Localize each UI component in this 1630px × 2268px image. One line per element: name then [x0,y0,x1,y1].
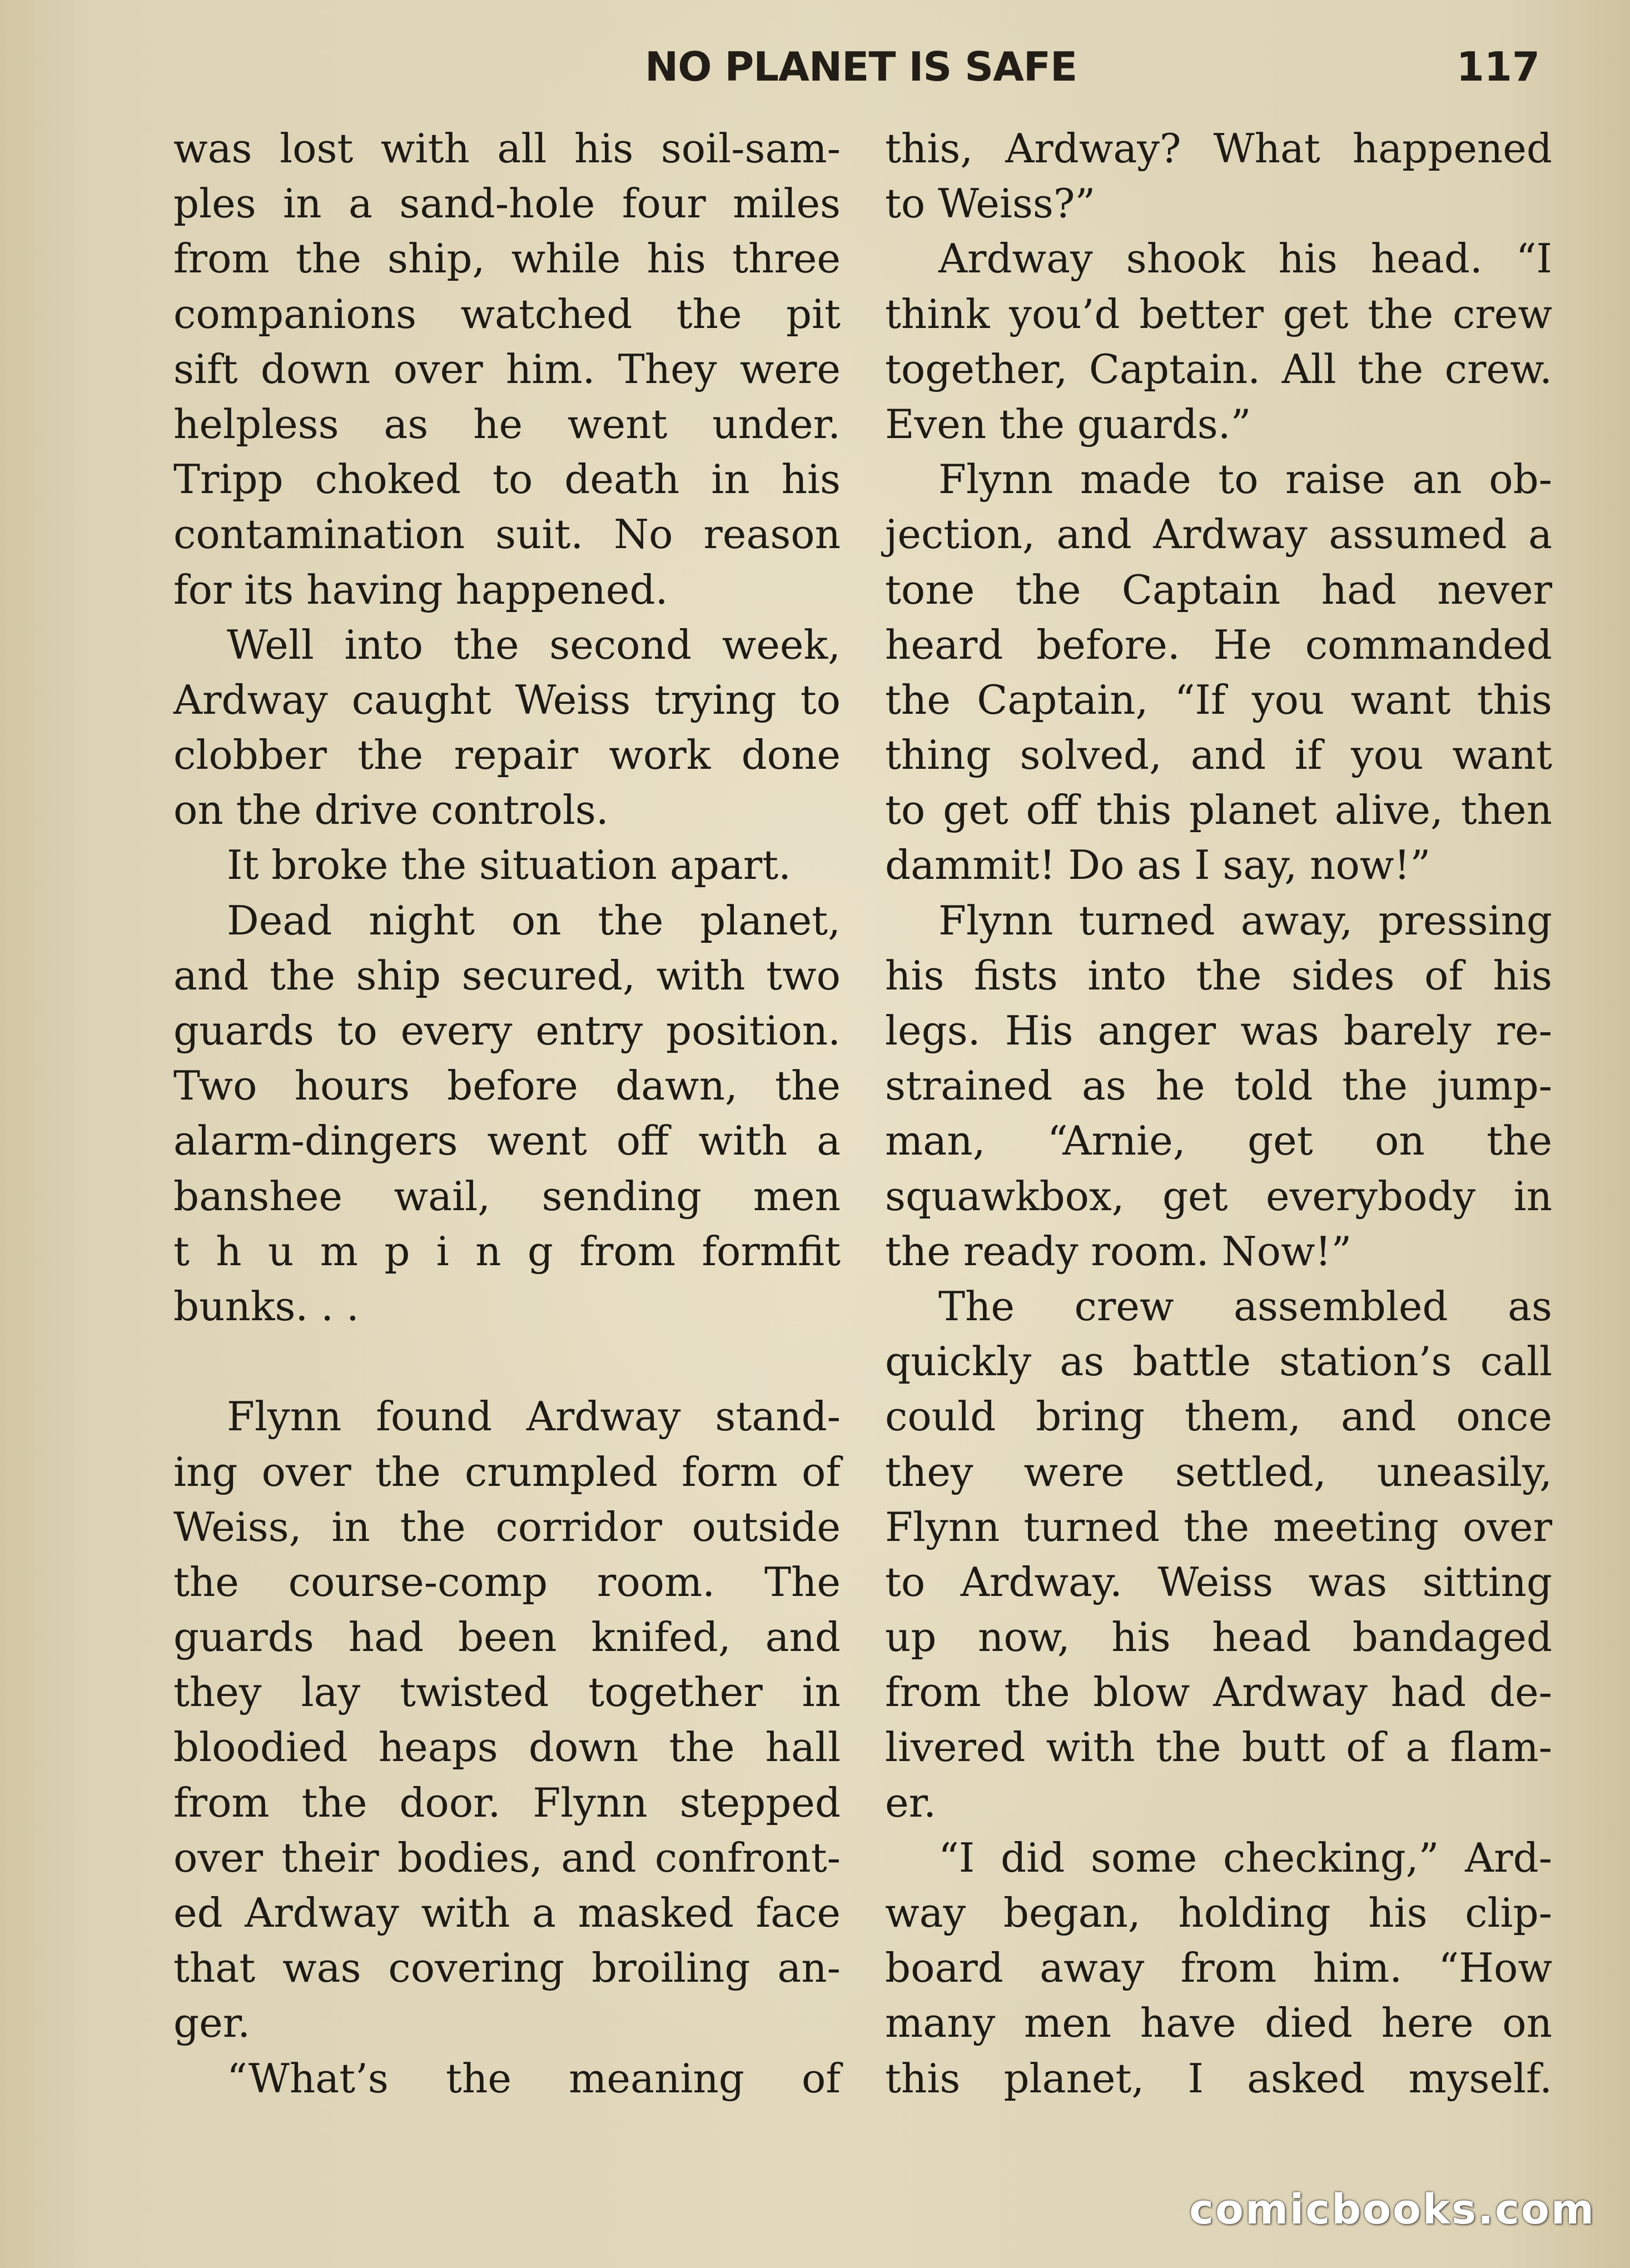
text-line: ples in a sand-hole four miles [173,180,841,227]
text-line: many men have died here on [885,2000,1552,2047]
text-line: bloodied heaps down the hall [173,1724,841,1771]
text-line: this planet, I asked myself. [885,2055,1552,2102]
text-line: sift down over him. They were [173,345,841,392]
text-line: together, Captain. All the crew. [885,345,1552,392]
text-line: on the drive controls. [173,787,609,834]
text-line: Ardway shook his head. “I [938,235,1552,282]
text-line: ing over the crumpled form of [173,1448,841,1495]
text-line: contamination suit. No reason [173,511,841,558]
text-line: er. [885,1779,937,1826]
text-line: Flynn made to raise an ob- [938,456,1552,503]
text-line: the Captain, “If you want this [885,676,1552,723]
text-line: this, Ardway? What happened [885,125,1552,172]
text-line: companions watched the pit [173,290,841,337]
text-line: Well into the second week, [227,621,841,668]
text-line: jection, and Ardway assumed a [885,511,1552,558]
text-line: could bring them, and once [885,1393,1552,1440]
text-line: think you’d better get the crew [885,290,1552,337]
text-line: the course-comp room. The [173,1558,841,1605]
text-line: over their bodies, and confront- [173,1834,841,1881]
text-line: they lay twisted together in [173,1669,841,1716]
text-line: dammit! Do as I say, now!” [885,842,1431,889]
text-line [173,1334,841,1389]
text-line: The crew assembled as [938,1282,1552,1330]
text-line: that was covering broiling an- [173,1944,841,1992]
text-line: Two hours before dawn, the [173,1062,841,1110]
text-line: quickly as battle station’s call [885,1338,1552,1385]
text-line: the ready room. Now!” [885,1227,1352,1275]
text-line: heard before. He commanded [885,621,1552,668]
text-line: from the door. Flynn stepped [173,1779,841,1826]
text-line: Flynn found Ardway stand- [227,1393,841,1440]
page-header [167,43,1540,105]
text-line: his fists into the sides of his [885,952,1552,999]
right-text-column [885,121,1552,2106]
text-line: “I did some checking,” Ard- [938,1834,1552,1881]
text-line: strained as he told the jump- [885,1062,1552,1110]
text-line: to Weiss?” [885,180,1096,227]
page-number: 117 [1456,43,1540,90]
text-line: clobber the repair work done [173,732,841,779]
text-line: livered with the butt of a flam- [885,1724,1552,1771]
text-line: Weiss, in the corridor outside [173,1503,841,1550]
text-line: for its having happened. [173,566,668,613]
text-line: squawkbox, get everybody in [885,1172,1552,1220]
text-line: t h u m p i n g from formfit [173,1227,841,1275]
text-line: Even the guards.” [885,400,1251,447]
text-line: helpless as he went under. [173,400,841,447]
text-line: to get off this planet alive, then [885,787,1552,834]
text-line: legs. His anger was barely re- [885,1007,1552,1054]
text-line: guards to every entry position. [173,1007,841,1054]
text-line: alarm-dingers went off with a [173,1117,841,1165]
text-line: ed Ardway with a masked face [173,1889,841,1936]
text-line: bunks. . . [173,1282,359,1330]
text-line: Flynn turned the meeting over [885,1503,1552,1550]
text-line: way began, holding his clip- [885,1889,1552,1936]
text-line: up now, his head bandaged [885,1614,1552,1661]
text-line: to Ardway. Weiss was sitting [885,1558,1552,1605]
text-line: they were settled, uneasily, [885,1448,1552,1495]
text-line: banshee wail, sending men [173,1172,841,1220]
text-line: Flynn turned away, pressing [938,897,1552,944]
running-title: NO PLANET IS SAFE [645,43,1077,90]
text-line: guards had been knifed, and [173,1614,841,1661]
text-line: from the blow Ardway had de- [885,1669,1552,1716]
text-line: ger. [173,2000,251,2047]
text-line: was lost with all his soil-sam- [173,125,841,172]
text-line: from the ship, while his three [173,235,841,282]
text-line: tone the Captain had never [885,566,1552,613]
text-line: Dead night on the planet, [227,897,841,944]
text-line: and the ship secured, with two [173,952,841,999]
left-text-column [173,121,841,2106]
text-line: board away from him. “How [885,1944,1552,1992]
watermark-logo: comicbooks.com [1189,2186,1596,2234]
text-line: man, “Arnie, get on the [885,1117,1552,1165]
text-line: Tripp choked to death in his [173,456,841,503]
text-line: thing solved, and if you want [885,732,1552,779]
text-line: It broke the situation apart. [227,842,791,889]
text-line: “What’s the meaning of [227,2055,841,2102]
text-line: Ardway caught Weiss trying to [173,676,841,723]
